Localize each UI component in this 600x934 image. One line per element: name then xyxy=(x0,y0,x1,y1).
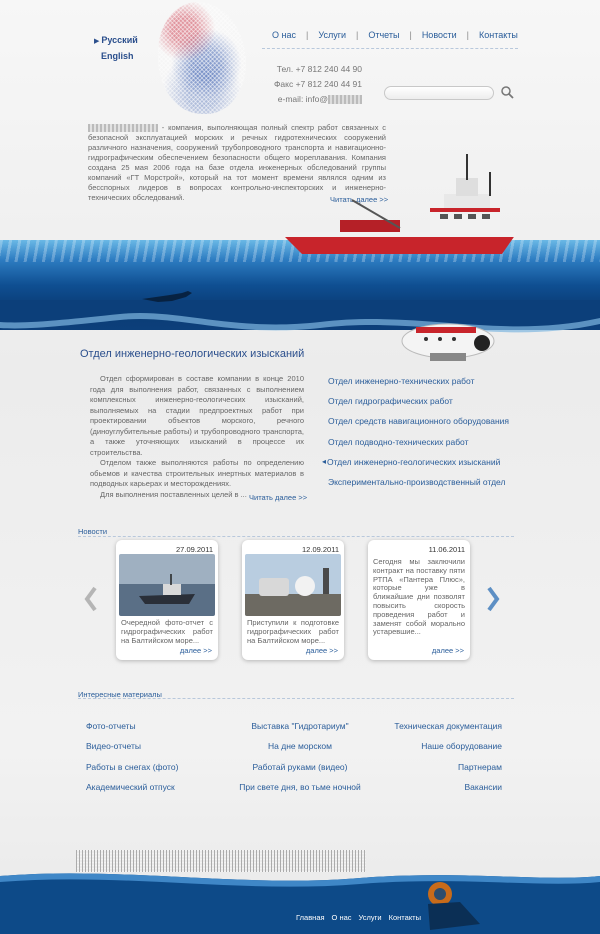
caret-right-icon: ▶ xyxy=(94,38,100,45)
news-card[interactable] xyxy=(116,540,218,660)
materials-divider xyxy=(78,698,514,699)
material-link[interactable]: При свете дня, во тьме ночной xyxy=(239,781,361,792)
news-more-link[interactable]: далее >> xyxy=(305,646,338,655)
dept-link[interactable]: Отдел гидрографических работ xyxy=(328,396,453,407)
language-russian[interactable]: ▶ Русский xyxy=(94,35,138,45)
email[interactable]: e-mail: info@ xyxy=(277,94,328,104)
dept-link-active[interactable]: ◂ Отдел инженерно-геологических изысканий xyxy=(328,452,509,472)
news-more-link[interactable]: далее >> xyxy=(179,646,212,655)
materials-column xyxy=(230,716,370,797)
news-text: Очередной фото-отчет с гидрографических работ на Балтийском море... xyxy=(121,618,213,645)
material-link[interactable]: Работы в снегах (фото) xyxy=(86,761,179,772)
news-photo[interactable] xyxy=(119,554,215,616)
logo-graphic[interactable] xyxy=(158,2,246,114)
language-switcher xyxy=(94,33,138,64)
fax: Факс +7 812 240 44 91 xyxy=(273,79,362,89)
dept-link[interactable]: Экспериментально-производственный отдел xyxy=(328,477,506,488)
diver-image xyxy=(140,287,196,307)
diver-image xyxy=(400,864,510,934)
wave-divider xyxy=(0,300,600,350)
materials-heading: Интересные материалы xyxy=(78,690,162,699)
nav-contacts[interactable]: Контакты xyxy=(479,30,518,40)
section-title: Отдел инженерно-геологических изысканий xyxy=(80,348,305,360)
news-card[interactable] xyxy=(242,540,344,660)
intro-text: - компания, выполняющая полный спектр работ связанных с безопасной эксплуатацией морских и речных гидротехнических сооружений различного назначения, сооружений трубопроводного транспорта и навигационно-гидрографическим обеспечением безопасности общего мореплавания. Компания создана 25 мая 2006 года на базе отдела инженерных обследований группы компаний «ГТ Морстрой», который на тот момент времени являлся одним из бесспорных лидеров в вопросах контрольно-инспекторских и инженерно-технических обследований. xyxy=(88,123,386,202)
news-text: Сегодня мы заключили контракт на поставку пяти РТПА «Пантера Плюс», которые уже в ближайшие дни позволят повысить скорость проведения работ и заменят собой морально устаревшие... xyxy=(373,557,465,637)
material-link[interactable]: Техническая документация xyxy=(394,721,502,731)
company-name-obscured xyxy=(88,124,158,132)
phone: Тел. +7 812 240 44 90 xyxy=(276,64,362,74)
material-link[interactable]: Выставка "Гидротариум" xyxy=(251,721,349,731)
nav-news[interactable]: Новости xyxy=(421,30,457,40)
header-divider xyxy=(262,48,518,49)
contact-info xyxy=(272,62,362,107)
search-input[interactable] xyxy=(384,86,494,100)
news-photo[interactable] xyxy=(245,554,341,616)
footer-wave xyxy=(0,868,600,934)
dept-link[interactable]: Отдел инженерно-технических работ xyxy=(328,376,475,387)
nav-separator: | xyxy=(356,30,359,40)
nav-separator: | xyxy=(466,30,469,40)
news-card[interactable] xyxy=(368,540,470,660)
footer-nav-contacts[interactable]: Контакты xyxy=(388,913,422,922)
submarine-image xyxy=(396,309,500,367)
email-obscured xyxy=(328,95,362,104)
material-link[interactable]: Академический отпуск xyxy=(86,781,175,792)
top-navigation xyxy=(272,30,518,40)
nav-services[interactable]: Услуги xyxy=(318,30,347,40)
footer-nav-services[interactable]: Услуги xyxy=(358,913,382,922)
material-link[interactable]: Наше оборудование xyxy=(421,741,502,752)
material-link[interactable]: На дне морском xyxy=(268,741,332,752)
footer-nav-home[interactable]: Главная xyxy=(296,913,325,922)
nav-separator: | xyxy=(305,30,309,40)
dept-link[interactable]: Отдел подводно-технических работ xyxy=(328,436,469,447)
nav-separator: | xyxy=(409,30,412,40)
footer-navigation xyxy=(296,913,421,922)
nav-reports[interactable]: Отчеты xyxy=(368,30,400,40)
search-icon[interactable] xyxy=(500,85,514,99)
material-link[interactable]: Фото-отчеты xyxy=(86,721,136,731)
news-date: 12.09.2011 xyxy=(302,545,339,554)
material-link[interactable]: Видео-отчеты xyxy=(86,741,141,752)
nav-about[interactable]: О нас xyxy=(272,30,296,40)
materials-column xyxy=(86,716,178,797)
material-link[interactable]: Работай руками (видео) xyxy=(252,761,348,772)
chevron-right-icon[interactable] xyxy=(486,585,500,613)
ship-image xyxy=(280,150,520,260)
news-date: 27.09.2011 xyxy=(176,545,213,554)
language-english[interactable]: English xyxy=(101,51,134,61)
footer-nav-about[interactable]: О нас xyxy=(331,913,352,922)
intro-read-more-link[interactable]: Читать далее >> xyxy=(330,195,389,204)
materials-column xyxy=(380,716,502,797)
department-list xyxy=(328,371,509,492)
dept-link[interactable]: Отдел средств навигационного оборудования xyxy=(328,416,510,427)
material-link[interactable]: Партнерам xyxy=(458,761,502,772)
department-description: Отдел сформирован в составе компании в конце 2010 года для выполнения работ, связанных с выполнением комплексных инженерно-геологических изысканий, выполняемых на стадии предпроектных работ при проектировании объектов морского, речного (диноуглубительные работы) и трубопроводного транспорта, а также уточняющих изысканий в процессе их строительства. Отделом также выполняются работы по определению обьемов и качества строительных инертных материалов в подводных карьерах и месторождениях. Для выполнения поставленных целей в ... xyxy=(90,374,304,499)
material-link[interactable]: Вакансии xyxy=(464,781,502,792)
chevron-left-icon[interactable] xyxy=(84,585,98,613)
news-heading: Новости xyxy=(78,527,108,536)
news-text: Приступили к подготовке гидрографических работ на Балтийском море... xyxy=(247,618,339,645)
news-divider xyxy=(78,536,514,537)
department-read-more-link[interactable]: Читать далее >> xyxy=(249,493,308,502)
news-more-link[interactable]: далее >> xyxy=(431,646,464,655)
news-date: 11.06.2011 xyxy=(428,545,465,554)
